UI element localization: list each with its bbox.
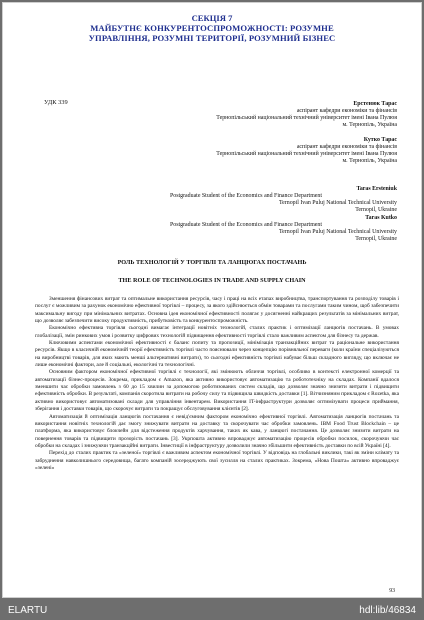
author-university: Тернопільський національний технічний університет імені Івана Пулюя [216,115,397,122]
page-header [3,13,421,43]
section-title-line-1: МАЙБУТНЄ КОНКУРЕНТОСПРОМОЖНОСТІ: РОЗУМНЕ [90,23,334,33]
repository-label: ELARTU [8,605,48,616]
udc-code: УДК 339 [44,99,68,106]
section-title-line-2: УПРАВЛІННЯ, РОЗУМНІ ТЕРИТОРІЇ, РОЗУМНИЙ БІЗНЕС [88,33,336,43]
author-en-1 [170,186,397,214]
paragraph: Економічно ефективна торгівля сьогодні вимагає інтеграції новітніх технологій, сталих практик і оптимізації ланцюгів постачань. В умовах глобалізації, змін ринкових умов і розвитку цифрових технологій підвищення ефективності торгівлі стало важливим аспектом для бізнесу та держав. [35,325,399,339]
section-label: СЕКЦІЯ 7 [191,13,233,23]
handle-identifier: hdl:lib/46834 [359,605,416,616]
author-location: Ternopil, Ukraine [355,207,397,214]
author-university: Ternopil Ivan Puluj National Technical University [279,229,397,236]
paragraph: Зменшення фінансових витрат та оптимальне використання ресурсів, часу і праці на всіх етапах виробництва, транспортування та розподілу товарів і послуг є можливим за рахунок економічно ефективної торгівлі – процесу, за якого здійснюється обмін товарами та послугами таким чином, щоб забезпечити максимальну вигоду при мінімальних витратах. Основна ідея економічної ефективності полягає у досягненні найкращих результатів за мінімальних витрат, що дозволяє забезпечити високу продуктивність, прибутковість та конкурентоспроможність. [35,296,399,325]
author-uk-2 [216,137,397,165]
author-name: Кутко Тарас [363,137,397,143]
paragraph: Основним фактором економічної ефективної торгівлі є технології, які змінюють обличчя торгівлі, особливо в контексті електронної комерції та автоматизації бізнес-процесів. Зокрема, прикладом є Amazon, яка активно використовує автоматизацію та робототехніку на складах. Компанії вдалося зменшити час обробки замовлень з 60 до 15 хвилин за допомогою роботизованих систем складів, що дозволяє значно знизити витрати і підвищити ефективність обробки. В результаті, компанія скоротила витрати на робочу силу та підвищила швидкість доставки [1]. Вітчизняним прикладом є Rozetka, яка активно використовує автоматизовані склади для управління інвентарем. Використання IT-інфраструктури дозволяє оптимізувати процеси приймання, зберігання і доставки товарів, що скорочує витрати та покращує обслуговування клієнтів [2]. [35,369,399,413]
author-university: Ternopil Ivan Puluj National Technical University [279,200,397,207]
article-title-uk: РОЛЬ ТЕХНОЛОГІЙ У ТОРГІВЛІ ТА ЛАНЦЮГАХ ПОСТАЧАНЬ [117,259,307,266]
page-number: 93 [389,588,395,594]
author-position: Postgraduate Student of the Economics and Finance Department [170,193,322,200]
author-location: Ternopil, Ukraine [355,236,397,243]
paragraph: Ключовими аспектами економічної ефективності є баланс попиту та пропозиції, мінімізація транзакційних витрат та раціональне використання ресурсів. Якщо в класичній економічній теорії ефективність торгівлі часто пояснювали через концепцію порівняльної переваги (коли країни спеціалізуються на виробництві товарів, для яких мають менші альтернативні витрати), то сьогодні ефективність торгівлі набуває більш складного вигляду, що включає не лише економічні фактори, але й соціальні, екологічні та технологічні. [35,340,399,369]
author-university: Тернопільський національний технічний університет імені Івана Пулюя [216,151,397,158]
author-name: Taras Kutko [365,215,397,221]
article-title-en: THE ROLE OF TECHNOLOGIES IN TRADE AND SUPPLY CHAIN [118,277,306,284]
viewer-footer-bar [0,598,424,620]
author-location: м. Тернопіль, Україна [342,158,397,165]
paragraph: Автоматизація й оптимізація ланцюгів постачання є невід'ємним фактором економічно ефективної торгівлі. Автоматизація ланцюгів постачань та використання новітніх технологій дає змогу знижувати витрати на доставку та скорочувати час обробки замовлень. IBM Food Trust Blockchain – це платформа, яка використовує блокчейн для відстеження продуктів харчування, таких як кава, у ланцюгі постачання. Це дозволяє знизити витрати на повернення товарів та підвищити прозорість постачань [3]. Укрпошта активно впроваджує автоматизацію процесів обробки посилок, скорочуючи час обробки на складах і знижуючи транзакційні витрати. Інвестиції в інфраструктуру дозволили значно збільшити ефективність доставки по всій Україні [4]. [35,413,399,449]
author-position: Postgraduate Student of the Economics and Finance Department [170,222,322,229]
author-uk-1 [216,101,397,129]
author-position: аспірант кафедри економіки та фінансів [296,108,397,115]
author-location: м. Тернопіль, Україна [342,122,397,129]
author-position: аспірант кафедри економіки та фінансів [296,144,397,151]
document-page [2,2,422,598]
author-name: Ерстенюк Тарас [353,101,397,107]
article-body [35,296,399,472]
paragraph: Перехід до сталих практик та «зеленої» торгівлі є важливим аспектом економічної торгівлі. У відповідь на глобальні виклики, такі як зміни клімату та забруднення навколишнього середовища, багато компаній зосереджують свої зусилля на сталих практиках. Зокрема, «Нова Пошта» активно впроваджує «зелені» [35,450,399,471]
author-name: Taras Erstenіuk [356,186,397,192]
author-en-2 [170,215,397,243]
